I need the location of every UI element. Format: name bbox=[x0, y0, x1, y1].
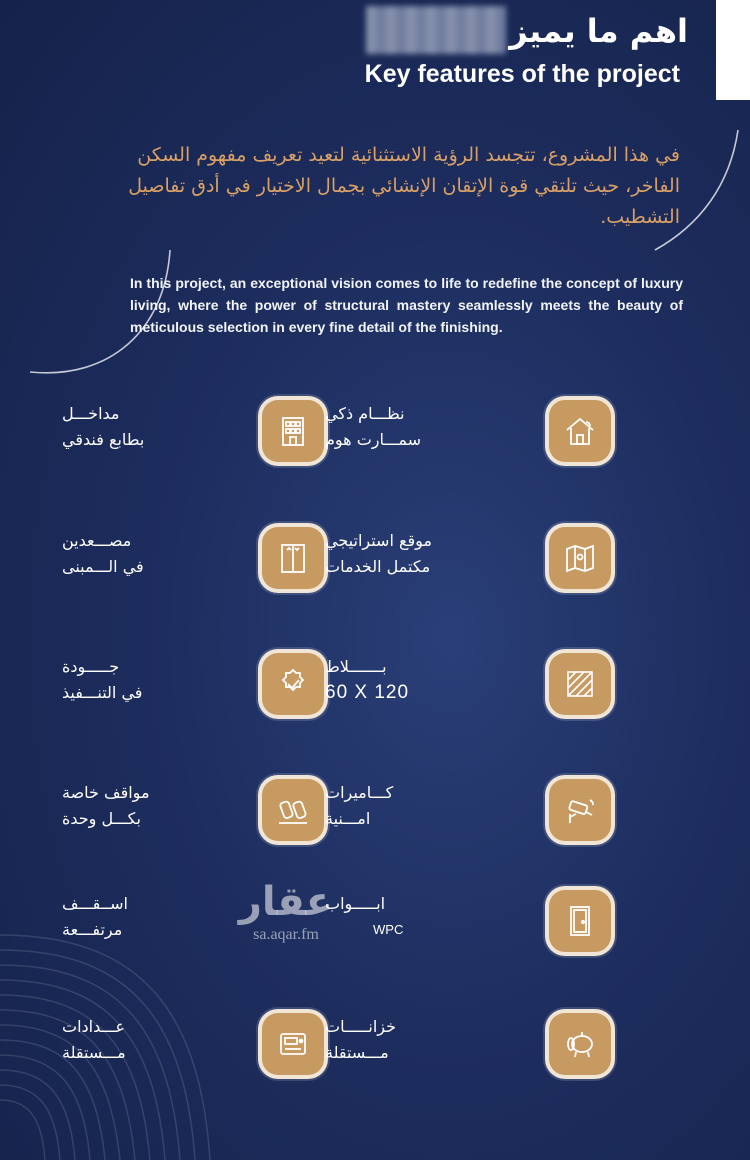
tile-icon bbox=[549, 653, 611, 715]
watermark-logo-text: عقار bbox=[238, 879, 334, 925]
feature-label: مداخـــل بطابع فندقي bbox=[62, 404, 145, 449]
feature-label: كـــاميرات امـــنية bbox=[325, 783, 394, 828]
white-edge-panel bbox=[716, 0, 750, 100]
feature-label: بـــــــلاط 60 X 120 bbox=[325, 657, 410, 703]
feature-tiles bbox=[305, 650, 625, 730]
map-icon bbox=[549, 527, 611, 589]
door-icon bbox=[549, 890, 611, 952]
page-title-arabic: اهم ما يميز bbox=[509, 12, 688, 50]
feature-label: اســقـــف مرتفـــعة bbox=[62, 894, 128, 939]
intro-text-english: In this project, an exceptional vision comes to life to redefine the concept of luxury living, where the power of structural mastery seamlessly meets the beauty of meticulous selection in every fine detail of the finishing. bbox=[130, 275, 683, 335]
watermark-url: sa.aqar.fm bbox=[253, 926, 319, 943]
smart-home-icon bbox=[549, 400, 611, 462]
feature-smart-home bbox=[305, 397, 625, 477]
feature-label: مواقف خاصة بكـــل وحدة bbox=[62, 783, 150, 828]
feature-label: عـــدادات مـــستقلة bbox=[62, 1017, 126, 1062]
feature-label: ابـــــواب WPC bbox=[325, 894, 404, 937]
page-title-english: Key features of the project bbox=[364, 60, 680, 88]
watermark bbox=[226, 878, 346, 944]
feature-security-cameras bbox=[305, 776, 625, 856]
water-tank-icon bbox=[549, 1013, 611, 1075]
feature-label: مصـــعدين في الـــمبنى bbox=[62, 531, 144, 576]
feature-independent-tanks bbox=[305, 1010, 625, 1090]
feature-label: خزانـــــات مـــستقلة bbox=[325, 1017, 396, 1062]
intro-text-arabic: في هذا المشروع، تتجسد الرؤية الاستثنائية لتعيد تعريف مفهوم السكن الفاخر، حيث تلتقي قوة الإتقان الإنشائي بجمال الاختيار في أدق تفاصيل التشطيب. bbox=[128, 144, 680, 228]
feature-label: موقع استراتيجي مكتمل الخدمات bbox=[325, 531, 432, 576]
camera-icon bbox=[549, 779, 611, 841]
feature-label: نظـــام ذكي سمـــارت هوم bbox=[325, 404, 422, 449]
feature-strategic-location bbox=[305, 524, 625, 604]
feature-wpc-doors bbox=[305, 887, 625, 967]
feature-label: جـــــودة في التنـــفيذ bbox=[62, 657, 143, 702]
